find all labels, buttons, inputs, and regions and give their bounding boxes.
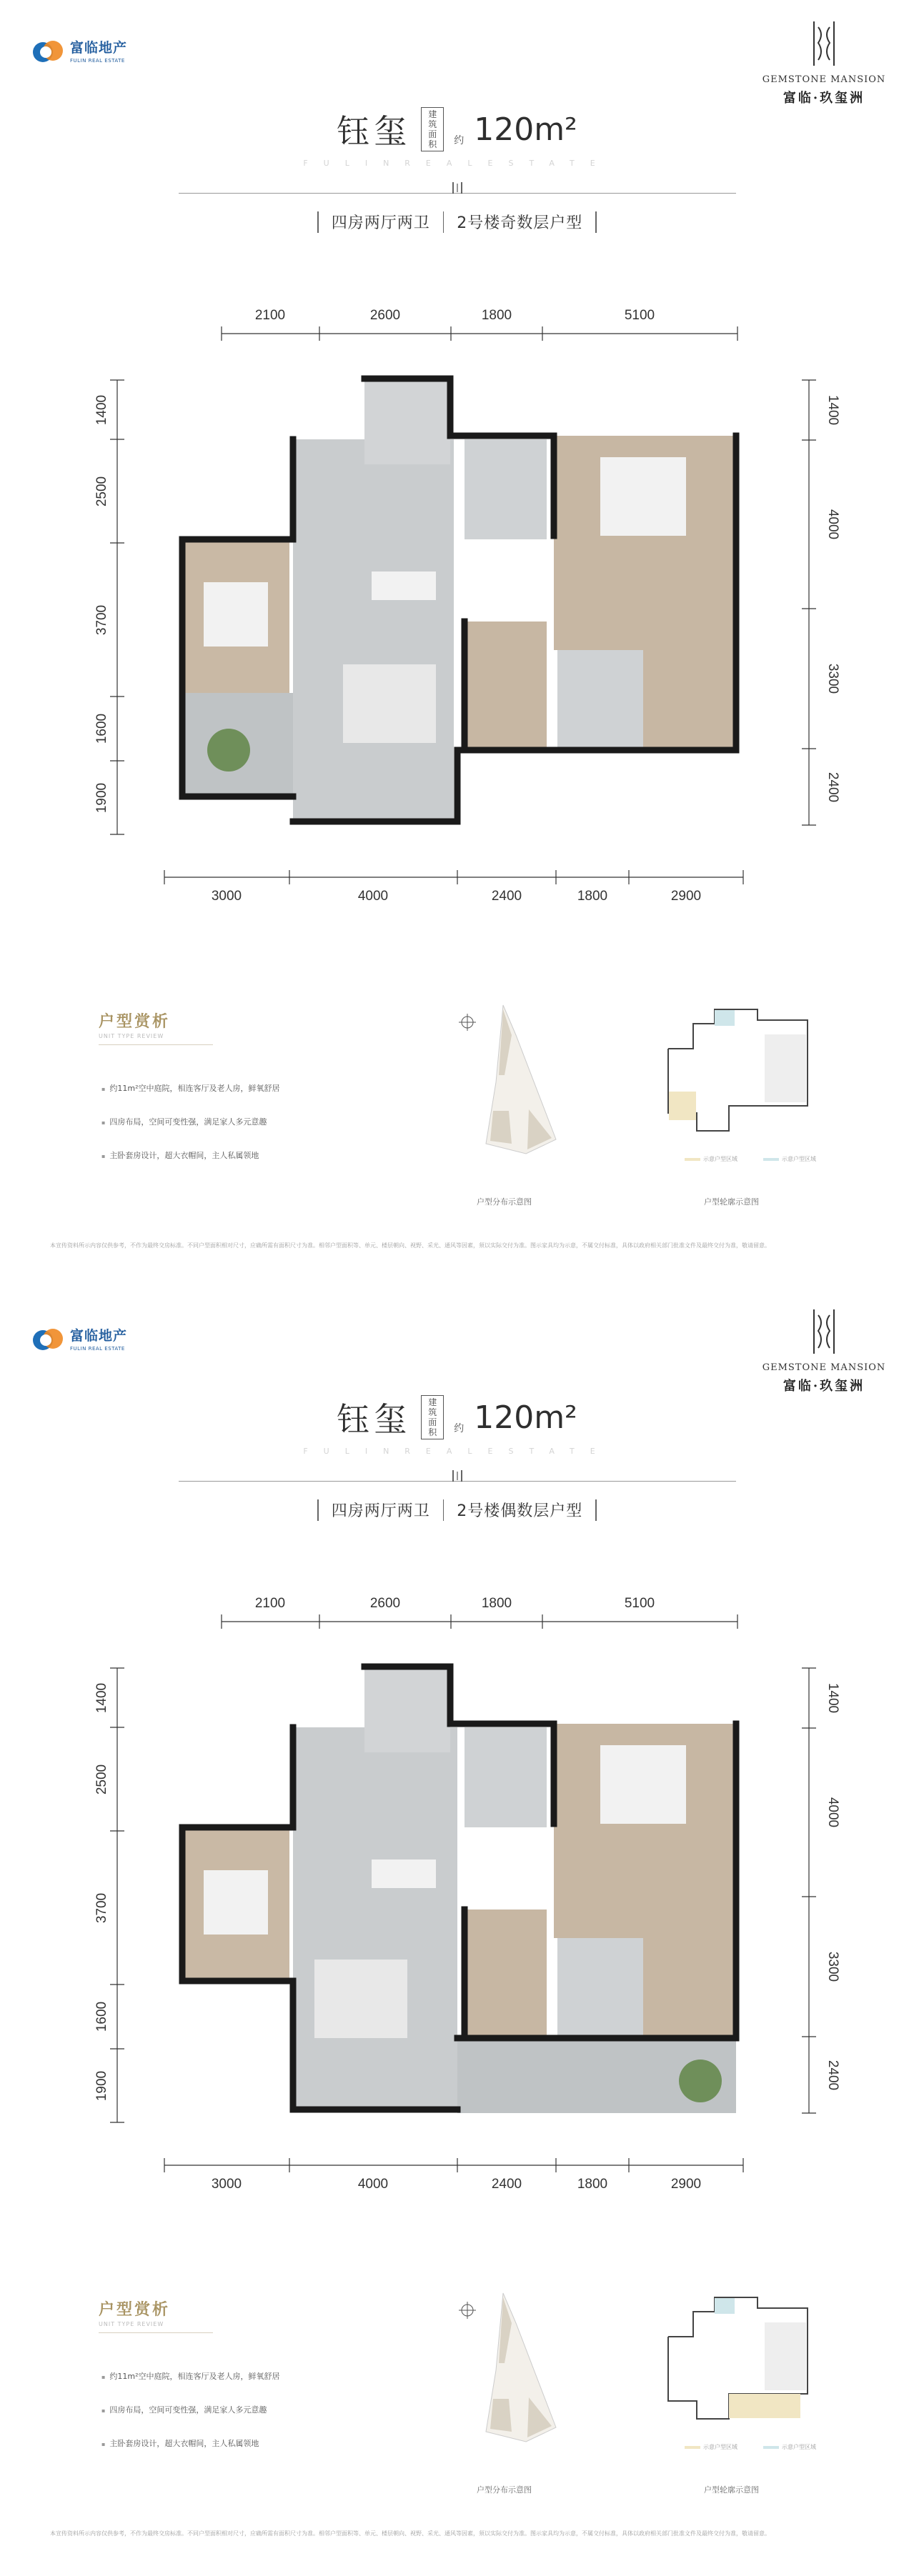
unit-floor-type: 2号楼奇数层户型 [457,214,583,232]
bedroom-3 [465,1909,547,2038]
plant [679,2060,722,2102]
sofa [314,1960,407,2038]
dim-left-2: 2500 [94,1764,109,1795]
dim-bottom-2: 4000 [357,2177,389,2188]
dim-bottom-2: 4000 [357,889,389,900]
review-divider [99,2332,213,2333]
dim-left-2: 2500 [94,476,109,507]
dim-left-3: 3700 [94,604,109,636]
developer-name: 富临地产 [70,1328,128,1344]
master-bed [600,457,686,536]
project-emblem-icon [810,20,838,67]
dim-top-4: 5100 [624,1596,655,1611]
floorplan-sheet-2 [0,1288,914,2576]
dim-right-3: 3300 [825,1951,840,1982]
site-plan-diagram [457,2292,565,2456]
project-name-en: GEMSTONE MANSION [762,1362,886,1373]
living-room [293,439,454,822]
bathroom-2 [557,1938,643,2038]
bathroom-2 [557,650,643,750]
unit-name: 钰玺 [337,1400,412,1439]
unit-layout: 四房两厅两卫 [331,1502,430,1520]
elder-bed [204,1870,268,1935]
dining-table [372,571,436,600]
developer-logo [33,37,127,64]
dim-right-1: 1400 [825,1682,840,1714]
kitchen [364,379,450,464]
ghost-text: FULINREALESTATE [303,159,611,168]
developer-logo [33,1325,127,1352]
dim-bottom-3: 2400 [491,889,522,900]
legend-a: 示意户型区域 [703,1156,737,1162]
dim-top-1: 2100 [254,308,286,323]
dining-table [372,1859,436,1888]
dim-right-2: 4000 [825,1797,840,1828]
review-point: ▪ 主卧套房设计，超大衣帽间，主人私属领地 [101,1150,280,1162]
review-list [101,2371,280,2472]
dim-left-4: 1600 [94,713,109,744]
legend-b: 示意户型区域 [782,2444,816,2450]
project-emblem-icon [810,1308,838,1355]
disclaimer: 本宣传资料所示内容仅供参考，不作为最终交房标准。不同户型面积相对尺寸，应确所需有面积尺寸为准。相邻户型面积等、单元、楼层朝向、视野、采光、通风等因素，须以实际交付为准。图示家具均为示意，不属交付标准，具体以政府相关部门批准文件及最终交付为准，敬请留意。 [50,1242,770,1249]
review-list [101,1083,280,1184]
dim-top-4: 5100 [624,308,655,323]
dim-bottom-1: 3000 [211,2177,242,2188]
unit-subtitle [0,1499,914,1521]
outline-legend [685,2443,816,2451]
divider-mark-icon [450,182,465,194]
review-title: 户型赏析 [99,1013,171,1031]
unit-subtitle [0,211,914,233]
project-name: 富临·玖玺洲 [783,91,865,106]
master-bed [600,1745,686,1824]
review-subtitle: UNIT TYPE REVIEW [99,1033,164,1039]
developer-logo-icon [33,38,64,64]
dim-bottom-5: 2900 [670,2177,702,2188]
plant [207,729,250,772]
area-about: 约 [454,135,465,146]
dim-right-2: 4000 [825,509,840,540]
bathroom-1 [465,1727,547,1827]
unit-title [0,106,914,153]
dim-left-5: 1900 [94,782,109,814]
dim-left-5: 1900 [94,2070,109,2102]
outline-legend [685,1155,816,1163]
bathroom-1 [465,439,547,539]
review-point: ▪ 四房布局，空间可变性强，满足家人多元意趣 [101,2405,280,2416]
review-point: ▪ 主卧套房设计，超大衣帽间，主人私属领地 [101,2438,280,2450]
site-plan-caption: 户型分布示意图 [477,2485,532,2495]
dim-right-3: 3300 [825,663,840,694]
rooms [182,1667,736,2113]
project-name-en: GEMSTONE MANSION [762,74,886,85]
site-plan-caption: 户型分布示意图 [477,1197,532,1207]
area-label: 建筑面积 [421,1395,444,1439]
project-name: 富临·玖玺洲 [783,1379,865,1394]
legend-a: 示意户型区域 [703,2444,737,2450]
dim-bottom-5: 2900 [670,889,702,900]
dim-top-2: 2600 [369,308,401,323]
unit-outline-diagram [665,2294,811,2422]
project-brand [760,1308,888,1394]
disclaimer: 本宣传资料所示内容仅供参考，不作为最终交房标准。不同户型面积相对尺寸，应确所需有面积尺寸为准。相邻户型面积等、单元、楼层朝向、视野、采光、通风等因素，须以实际交付为准。图示家具均为示意，不属交付标准，具体以政府相关部门批准文件及最终交付为准，敬请留意。 [50,2530,770,2537]
area-label: 建筑面积 [421,107,444,151]
dim-bottom-4: 1800 [577,889,608,900]
living-room [293,1727,457,2110]
outline-caption: 户型轮廓示意图 [704,1197,759,1207]
dim-top-1: 2100 [254,1596,286,1611]
floor-plan [86,300,843,900]
dim-top-3: 1800 [481,308,512,323]
dim-top-3: 1800 [481,1596,512,1611]
dim-left-1: 1400 [94,394,109,426]
area-about: 约 [454,1423,465,1434]
outline-caption: 户型轮廓示意图 [704,2485,759,2495]
developer-name-en: FULIN REAL ESTATE [70,1346,125,1352]
project-brand [760,20,888,106]
legend-b: 示意户型区域 [782,1156,816,1162]
site-plan-diagram [457,1004,565,1168]
review-title: 户型赏析 [99,2301,171,2319]
unit-name: 钰玺 [337,112,412,151]
developer-name: 富临地产 [70,40,128,56]
floor-plan [86,1588,843,2188]
developer-name-en: FULIN REAL ESTATE [70,58,125,64]
dim-right-1: 1400 [825,394,840,426]
unit-floor-type: 2号楼偶数层户型 [457,1502,583,1520]
review-point: ▪ 约11m²空中庭院，相连客厅及老人房，鲜氧舒居 [101,2371,280,2382]
bedroom-4 [643,536,736,750]
unit-area: 120m² [474,1399,577,1436]
unit-layout: 四房两厅两卫 [331,214,430,232]
dim-left-4: 1600 [94,2001,109,2032]
dim-bottom-3: 2400 [491,2177,522,2188]
dim-left-3: 3700 [94,1892,109,1924]
review-divider [99,1044,213,1045]
review-point: ▪ 四房布局，空间可变性强，满足家人多元意趣 [101,1117,280,1128]
unit-area: 120m² [474,111,577,148]
unit-title [0,1394,914,1441]
elder-bed [204,582,268,647]
dim-right-4: 2400 [825,772,840,803]
dim-bottom-4: 1800 [577,2177,608,2188]
developer-logo-icon [33,1326,64,1352]
kitchen [364,1667,450,1752]
dim-top-2: 2600 [369,1596,401,1611]
dim-left-1: 1400 [94,1682,109,1714]
divider-mark-icon [450,1470,465,1482]
bedroom-4 [643,1824,736,2038]
ghost-text: FULINREALESTATE [303,1447,611,1456]
sofa [343,664,436,743]
bedroom-3 [465,621,547,750]
dim-right-4: 2400 [825,2060,840,2091]
review-point: ▪ 约11m²空中庭院，相连客厅及老人房，鲜氧舒居 [101,1083,280,1094]
unit-outline-diagram [665,1006,811,1134]
dim-bottom-1: 3000 [211,889,242,900]
review-subtitle: UNIT TYPE REVIEW [99,2321,164,2327]
